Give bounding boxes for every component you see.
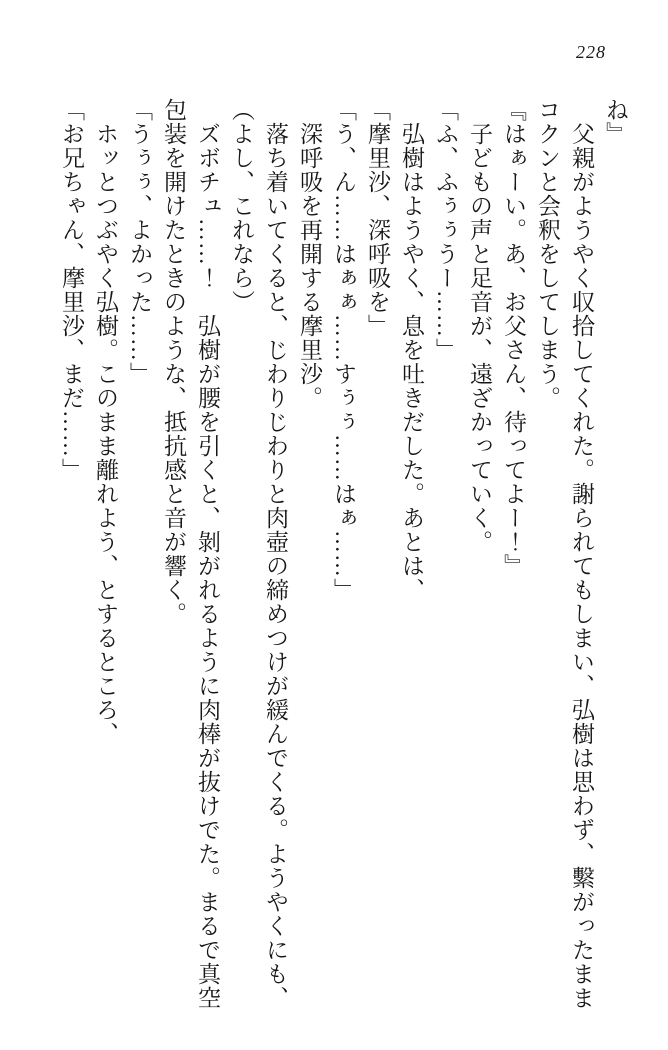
page-number: 228 <box>576 42 606 62</box>
text-line: コクンと会釈をしてしまう。 <box>535 98 560 410</box>
text-line: ズボチュ……！ 弘樹が腰を引くと、剝がれるように肉棒が抜けでた。まるで真空 <box>195 98 220 1010</box>
vertical-text-block <box>54 98 632 1010</box>
text-line: 深呼吸を再開する摩里沙。 <box>297 98 322 410</box>
text-line: 「摩里沙、深呼吸を」 <box>365 98 390 338</box>
text-line: 『はぁーい。あ、お父さん、待ってよー！』 <box>501 98 526 578</box>
text-line: ホッとつぶやく弘樹。このまま離れよう、とするところ、 <box>93 98 118 746</box>
text-line: 父親がようやく収拾してくれた。謝られてもしまい、弘樹は思わず、繫がったまま <box>569 98 594 1010</box>
text-line: （よし、これなら） <box>229 98 254 314</box>
text-line: ね』 <box>603 98 628 146</box>
text-line: 包装を開けたときのような、抵抗感と音が響く。 <box>161 98 186 626</box>
text-line: 「お兄ちゃん、摩里沙、まだ……」 <box>59 98 84 482</box>
text-line: 落ち着いてくると、じわりじわりと肉壺の締めつけが緩んでくる。ようやくにも、 <box>263 98 288 1010</box>
text-line: 子どもの声と足音が、遠ざかっていく。 <box>467 98 492 554</box>
text-line: 「う、ん……はぁぁ……すぅぅ……はぁ……」 <box>331 98 356 602</box>
text-line: 弘樹はようやく、息を吐きだした。あとは、 <box>399 98 424 602</box>
text-line: 「ふ、ふぅぅうー……」 <box>433 98 458 362</box>
text-line: 「うぅぅ、よかった……」 <box>127 98 152 386</box>
